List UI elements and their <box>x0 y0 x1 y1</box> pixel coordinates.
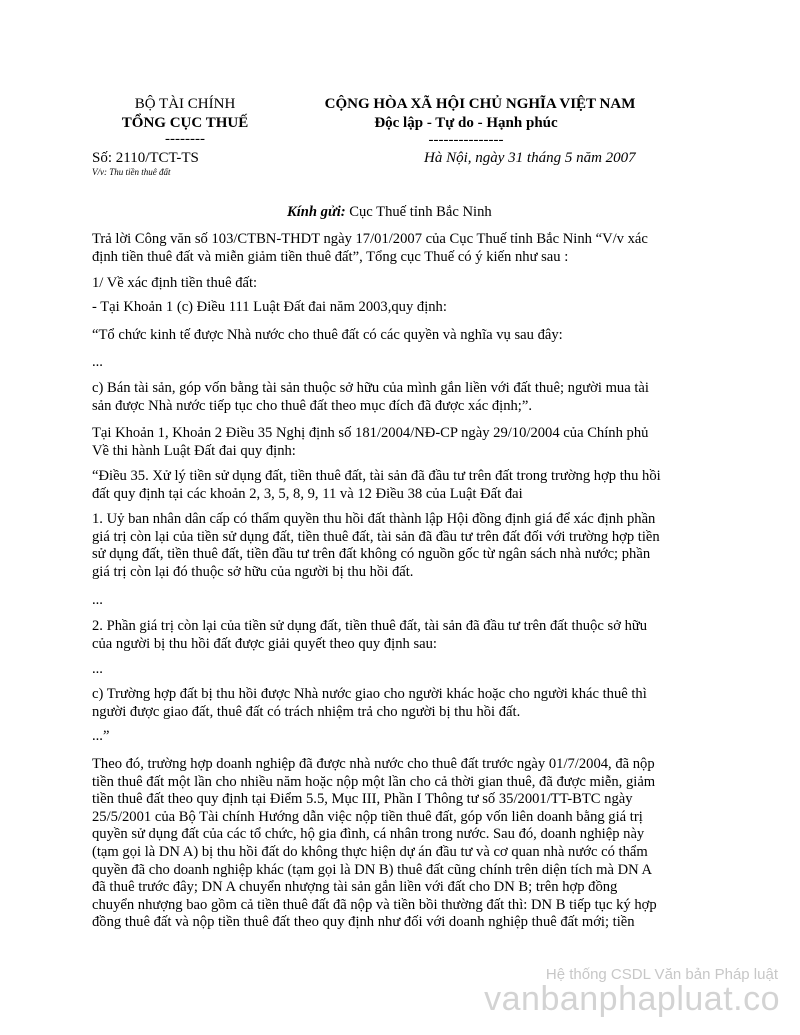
paragraph-law-citation: - Tại Khoản 1 (c) Điều 111 Luật Đất đai năm 2003,quy định: <box>92 299 447 315</box>
document-number: Số: 2110/TCT-TS <box>92 150 199 166</box>
ministry-name: BỘ TÀI CHÍNH <box>134 96 236 112</box>
ellipsis-1: ... <box>92 354 103 370</box>
right-separator: --------------- <box>428 132 504 148</box>
paragraph-clause-c: c) Bán tài sản, góp vốn bằng tài sản thuộc sở hữu của mình gắn liền với đất thuê; người mua tài sản được Nhà nước tiếp tục cho thuê đất theo mục đích đã được xác định;”. <box>92 380 649 414</box>
document-subject: V/v: Thu tiền thuê đất <box>92 167 171 177</box>
nation-title: CỘNG HÒA XÃ HỘI CHỦ NGHĨA VIỆT NAM <box>324 96 636 112</box>
paragraph-quote-intro: “Tổ chức kinh tế được Nhà nước cho thuê đất có các quyền và nghĩa vụ sau đây: <box>92 327 563 343</box>
department-name: TỔNG CỤC THUẾ <box>121 115 249 131</box>
left-separator: -------- <box>165 131 205 147</box>
paragraph-item-2: 2. Phần giá trị còn lại của tiền sử dụng đất, tiền thuê đất, tài sản đã đầu tư trên đất thuộc sở hữu của người bị thu hồi đất được giải quyết theo quy định sau: <box>92 618 648 652</box>
recipient-name: Cục Thuế tỉnh Bắc Ninh <box>345 204 492 220</box>
ellipsis-3: ... <box>92 661 103 677</box>
watermark-site: vanbanphapluat.co <box>484 980 780 1018</box>
paragraph-reply: Trả lời Công văn số 103/CTBN-THDT ngày 17/01/2007 của Cục Thuế tỉnh Bắc Ninh “V/v xác định tiền thuê đất và miễn giảm tiền thuê đất”, Tổng cục Thuế có ý kiến như sau : <box>92 231 648 265</box>
nation-motto: Độc lập - Tự do - Hạnh phúc <box>374 115 558 131</box>
paragraph-item-1: 1. Uỷ ban nhân dân cấp có thẩm quyền thu hồi đất thành lập Hội đồng định giá để xác định phần giá trị còn lại của tiền sử dụng đất, tiền thuê đất, tài sản đã đầu tư trên đất đối với trường hợp tiền sử dụng đất, tiền thuê đất, tiền đầu tư trên đất không có nguồn gốc từ ngân sách nhà nước; phần giá trị còn lại đó thuộc sở hữu của người bị thu hồi đất. <box>92 511 660 580</box>
recipient-line <box>287 204 492 221</box>
paragraph-conclusion: Theo đó, trường hợp doanh nghiệp đã được nhà nước cho thuê đất trước ngày 01/7/2004, đã nộp tiền thuê đất một lần cho nhiều năm hoặc nộp một lần cho cả thời gian thuê, đã được miễn, giảm tiền thuê đất theo quy định tại Điểm 5.5, Mục III, Phần I Thông tư số 35/2001/TT-BTC ngày 25/5/2001 của Bộ Tài chính Hướng dẫn việc nộp tiền thuê đất, góp vốn liên doanh bằng giá trị quyền sử dụng đất của các tổ chức, hộ gia đình, cá nhân trong nước. Sau đó, doanh nghiệp này (tạm gọi là DN A) bị thu hồi đất do không thực hiện dự án đầu tư và cơ quan nhà nước có thẩm quyền đã cho doanh nghiệp khác (tạm gọi là DN B) thuê đất cũng chính trên diện tích mà DN A đã thuê trước đây; DN A chuyển nhượng tài sản gắn liền với đất cho DN B; trên hợp đồng chuyển nhượng bao gồm cả tiền thuê đất đã nộp và tiền bồi thường đất thì: DN B tiếp tục ký hợp đồng thuê đất và nộp tiền thuê đất theo quy định như đối với doanh nghiệp thuê đất mới; tiền <box>92 756 657 931</box>
document-date: Hà Nội, ngày 31 tháng 5 năm 2007 <box>424 150 636 166</box>
ellipsis-quote-end: ...” <box>92 728 110 744</box>
watermark-caption: Hệ thống CSDL Văn bản Pháp luật <box>545 966 778 983</box>
paragraph-decree-citation: Tại Khoản 1, Khoản 2 Điều 35 Nghị định số 181/2004/NĐ-CP ngày 29/10/2004 của Chính phủ Về thi hành Luật Đất đai quy định: <box>92 425 649 459</box>
recipient-label: Kính gửi: <box>287 204 346 220</box>
paragraph-item-2c: c) Trường hợp đất bị thu hồi được Nhà nước giao cho người khác hoặc cho người khác thuê thì người được giao đất, thuê đất có trách nhiệm trả cho người bị thu hồi đất. <box>92 686 647 720</box>
section-heading-1: 1/ Về xác định tiền thuê đất: <box>92 275 258 291</box>
ellipsis-2: ... <box>92 592 103 608</box>
paragraph-article-35: “Điều 35. Xử lý tiền sử dụng đất, tiền thuê đất, tài sản đã đầu tư trên đất trong trường hợp thu hồi đất quy định tại các khoản 2, 3, 5, 8, 9, 11 và 12 Điều 38 của Luật Đất đai <box>92 468 661 502</box>
